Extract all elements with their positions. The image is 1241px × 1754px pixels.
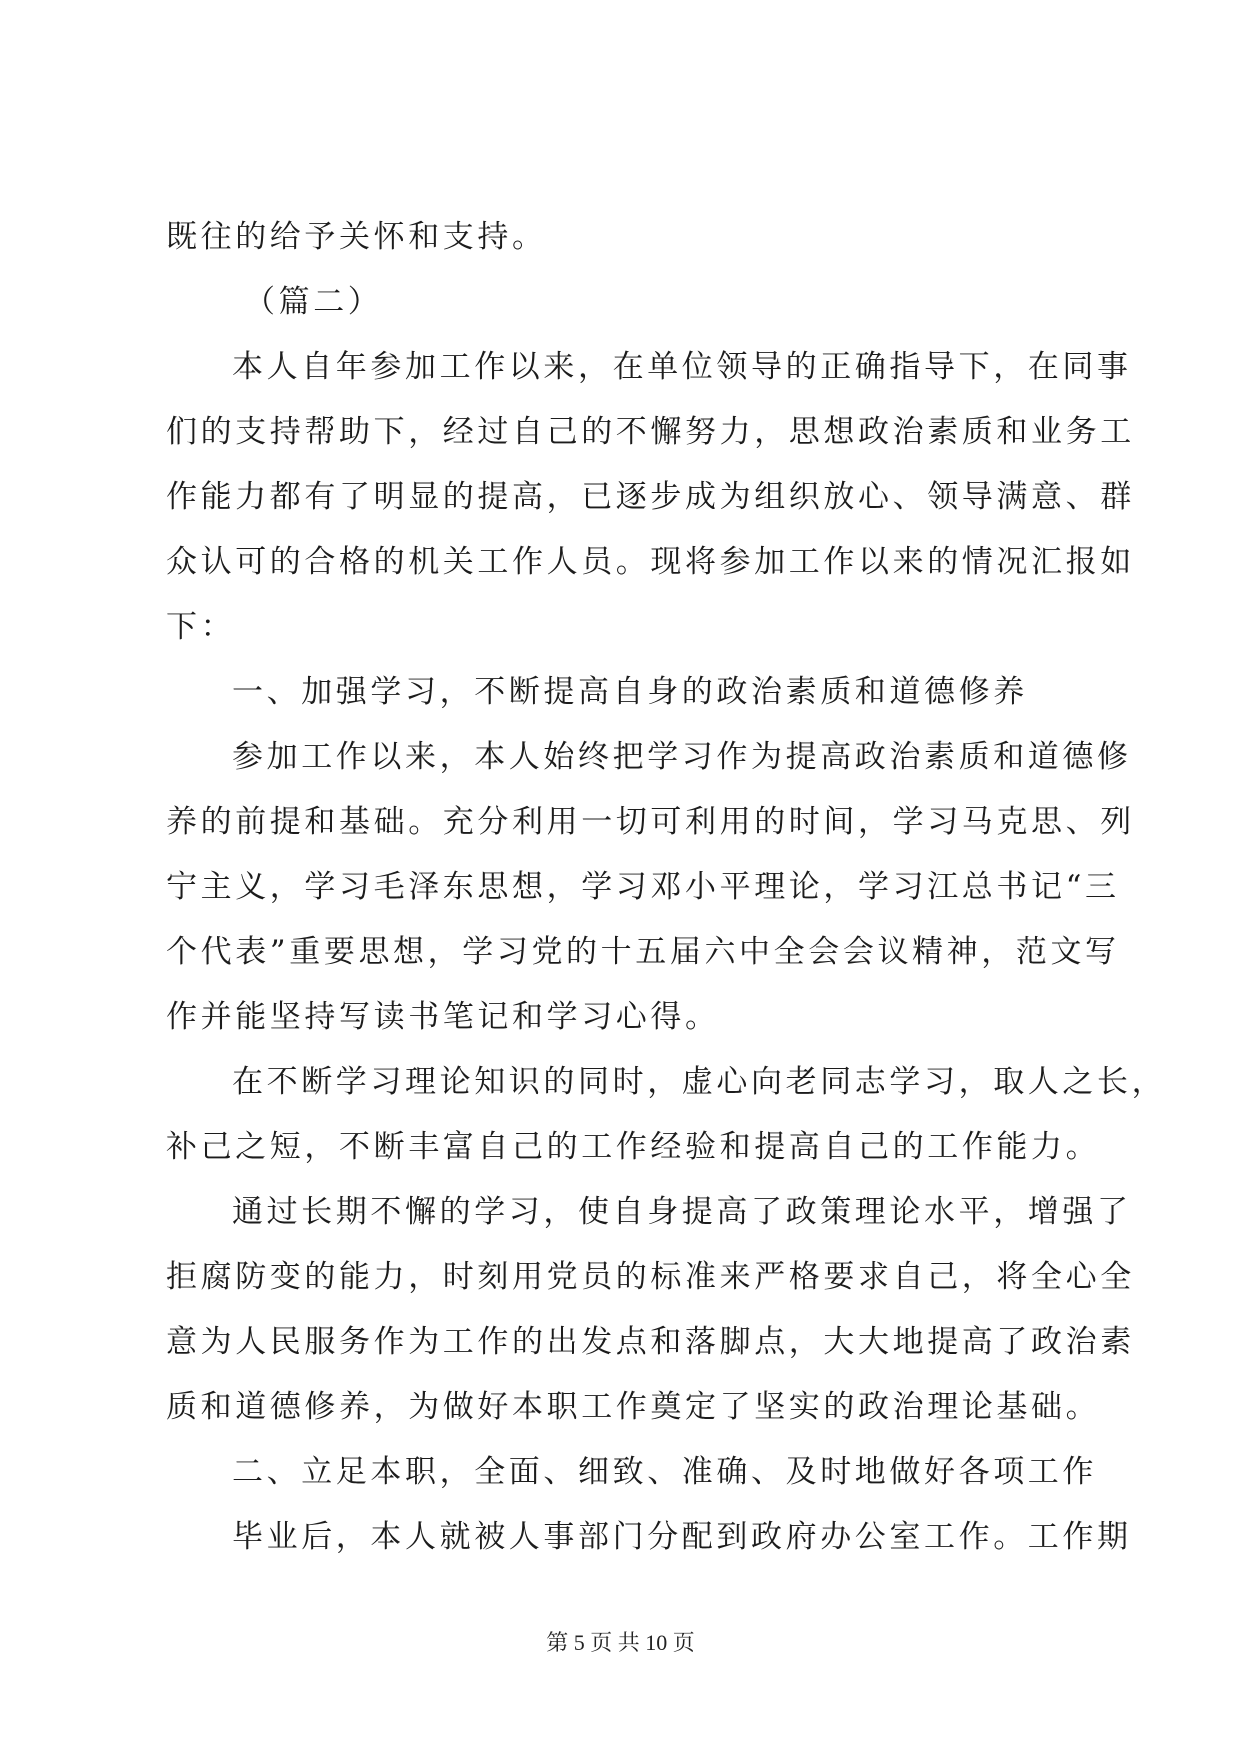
text-line: 个代表”重要思想，学习党的十五届六中全会会议精神，范文写 [166,934,1120,970]
text-line: 养的前提和基础。充分利用一切可利用的时间，学习马克思、列 [166,804,1135,840]
text-line: 们的支持帮助下，经过自己的不懈努力，思想政治素质和业务工 [166,414,1135,450]
text-line: 作能力都有了明显的提高，已逐步成为组织放心、领导满意、群 [166,479,1135,515]
text-line: 质和道德修养，为做好本职工作奠定了坚实的政治理论基础。 [166,1389,1101,1425]
section-heading: 一、加强学习，不断提高自身的政治素质和道德修养 [232,674,1028,710]
document-body [166,205,1167,1570]
page-number-footer: 第 5 页 共 10 页 [546,1630,695,1655]
text-line: 通过长期不懈的学习，使自身提高了政策理论水平，增强了 [232,1194,1132,1230]
text-line: 既往的给予关怀和支持。 [166,219,547,255]
section-heading: 二、立足本职，全面、细致、准确、及时地做好各项工作 [232,1454,1097,1490]
text-line: 宁主义，学习毛泽东思想，学习邓小平理论，学习江总书记“三 [166,869,1120,905]
text-line: 在不断学习理论知识的同时，虚心向老同志学习，取人之长， [232,1064,1167,1100]
text-line: 作并能坚持写读书笔记和学习心得。 [166,999,720,1035]
text-line: 拒腐防变的能力，时刻用党员的标准来严格要求自己，将全心全 [166,1259,1135,1295]
text-line: 下： [166,609,236,645]
text-line: 参加工作以来，本人始终把学习作为提高政治素质和道德修 [232,739,1132,775]
text-line: 意为人民服务作为工作的出发点和落脚点，大大地提高了政治素 [166,1324,1135,1360]
text-line: 补己之短，不断丰富自己的工作经验和提高自己的工作能力。 [166,1129,1101,1165]
section-title: （篇二） [244,284,383,320]
text-line: 众认可的合格的机关工作人员。现将参加工作以来的情况汇报如 [166,544,1135,580]
text-line: 毕业后，本人就被人事部门分配到政府办公室工作。工作期 [232,1519,1132,1555]
text-line: 本人自年参加工作以来，在单位领导的正确指导下，在同事 [232,349,1132,385]
